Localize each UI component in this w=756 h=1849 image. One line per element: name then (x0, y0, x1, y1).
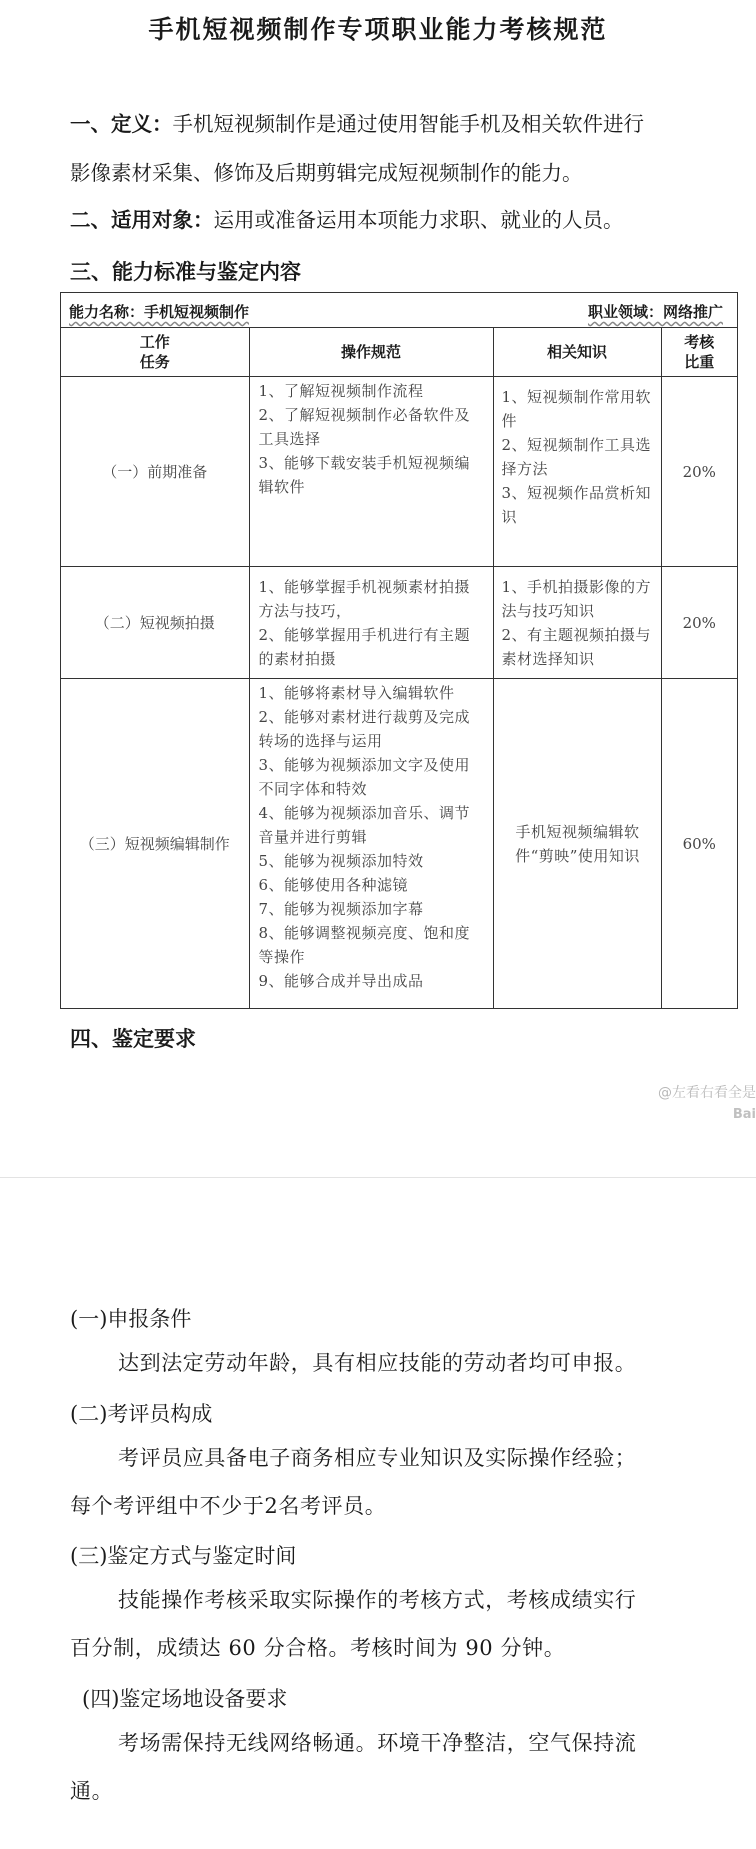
knowledge-cell (493, 567, 661, 679)
knowledge-cell (493, 377, 661, 567)
table-header-row (61, 328, 737, 377)
req-4-text-1: 考场需保持无线网络畅通。环境干净整洁，空气保持流 (118, 1731, 637, 1755)
target-audience-text: 运用或准备运用本项能力求职、就业的人员。 (213, 208, 624, 232)
req-1-text: 达到法定劳动年龄，具有相应技能的劳动者均可申报。 (118, 1351, 637, 1375)
weight-cell: 60% (661, 679, 737, 1009)
spec-table (60, 292, 738, 1009)
table-row (61, 567, 737, 679)
req-2-text-2: 每个考评组中不少于2名考评员。 (70, 1494, 387, 1518)
req-3-text-1: 技能操作考核采取实际操作的考核方式，考核成绩实行 (118, 1588, 637, 1612)
req-1-heading: (一)申报条件 (70, 1307, 192, 1331)
section-3-heading: 三、能力标准与鉴定内容 (70, 260, 301, 284)
ops-item: 2、能够掌握用手机进行有主题的素材拍摄 (258, 625, 471, 668)
weight-cell: 20% (661, 567, 737, 679)
target-audience (70, 208, 624, 232)
table-caption-row (61, 293, 737, 328)
ops-cell (249, 377, 493, 567)
ops-item: 6、能够使用各种滤镜 (258, 876, 409, 894)
ops-item: 8、能够调整视频亮度、饱和度等操作 (258, 924, 471, 966)
knowledge-item: 手机短视频编辑软件“剪映”使用知识 (515, 822, 640, 865)
knowledge-item: 1、手机拍摄影像的方法与技巧知识 (501, 577, 652, 620)
page-divider (0, 1177, 756, 1178)
req-4-heading: (四)鉴定场地设备要求 (82, 1687, 288, 1711)
ops-item: 3、能够为视频添加文字及使用不同字体和特效 (258, 756, 471, 798)
ops-cell (249, 679, 493, 1009)
ops-item: 1、能够掌握手机视频素材拍摄方法与技巧， (258, 577, 471, 620)
req-2-heading: (二)考评员构成 (70, 1402, 213, 1426)
req-3-text-2: 百分制，成绩达 60 分合格。考核时间为 90 分钟。 (70, 1636, 566, 1660)
career-field: 职业领域：网络推广 (587, 303, 723, 321)
table-row (61, 679, 737, 1009)
capability-name: 能力名称：手机短视频制作 (69, 303, 250, 321)
header-knowledge: 相关知识 (493, 328, 661, 377)
ops-item: 3、能够下载安装手机短视频编辑软件 (258, 454, 471, 496)
req-3-heading: (三)鉴定方式与鉴定时间 (70, 1544, 297, 1568)
definition-line-1 (70, 112, 644, 136)
task-cell: （一）前期准备 (61, 377, 249, 567)
table-row (61, 377, 737, 567)
req-4-text-2: 通。 (70, 1779, 114, 1803)
task-cell: （三）短视频编辑制作 (61, 679, 249, 1009)
knowledge-item: 3、短视频作品赏析知识 (501, 484, 652, 526)
ops-cell (249, 567, 493, 679)
weight-cell: 20% (661, 377, 737, 567)
header-task: 工作 任务 (61, 328, 249, 377)
definition-text-1: 手机短视频制作是通过使用智能手机及相关软件进行 (172, 112, 644, 136)
ops-item: 2、了解短视频制作必备软件及工具选择 (258, 406, 471, 448)
section-4-heading: 四、鉴定要求 (70, 1027, 196, 1051)
req-2-text-1: 考评员应具备电子商务相应专业知识及实际操作经验； (118, 1446, 637, 1470)
ops-item: 7、能够为视频添加字幕 (258, 900, 424, 918)
ops-item: 2、能够对素材进行裁剪及完成转场的选择与运用 (258, 708, 471, 750)
ops-item: 5、能够为视频添加特效 (258, 852, 424, 870)
definition-heading: 一、定义： (70, 112, 173, 136)
page-title: 手机短视频制作专项职业能力考核规范 (148, 15, 608, 44)
header-ops: 操作规范 (249, 328, 493, 377)
target-audience-heading: 二、适用对象： (70, 208, 214, 232)
ops-item: 9、能够合成并导出成品 (258, 972, 424, 990)
ops-item: 1、了解短视频制作流程 (258, 382, 424, 400)
header-weight: 考核 比重 (661, 328, 737, 377)
ops-item: 1、能够将素材导入编辑软件 (258, 684, 455, 702)
spec-grid (61, 328, 737, 1009)
ops-item: 4、能够为视频添加音乐、调节音量并进行剪辑 (258, 804, 471, 846)
knowledge-cell (493, 679, 661, 1009)
knowledge-item: 1、短视频制作常用软件 (501, 388, 652, 430)
task-cell: （二）短视频拍摄 (61, 567, 249, 679)
knowledge-item: 2、短视频制作工具选择方法 (501, 436, 652, 478)
watermark-text: @左看右看全是 (658, 1085, 756, 1101)
watermark (658, 1082, 756, 1126)
definition-line-2: 影像素材采集、修饰及后期剪辑完成短视频制作的能力。 (70, 161, 583, 185)
knowledge-item: 2、有主题视频拍摄与素材选择知识 (501, 625, 652, 668)
watermark-brand: Bai (732, 1107, 756, 1122)
